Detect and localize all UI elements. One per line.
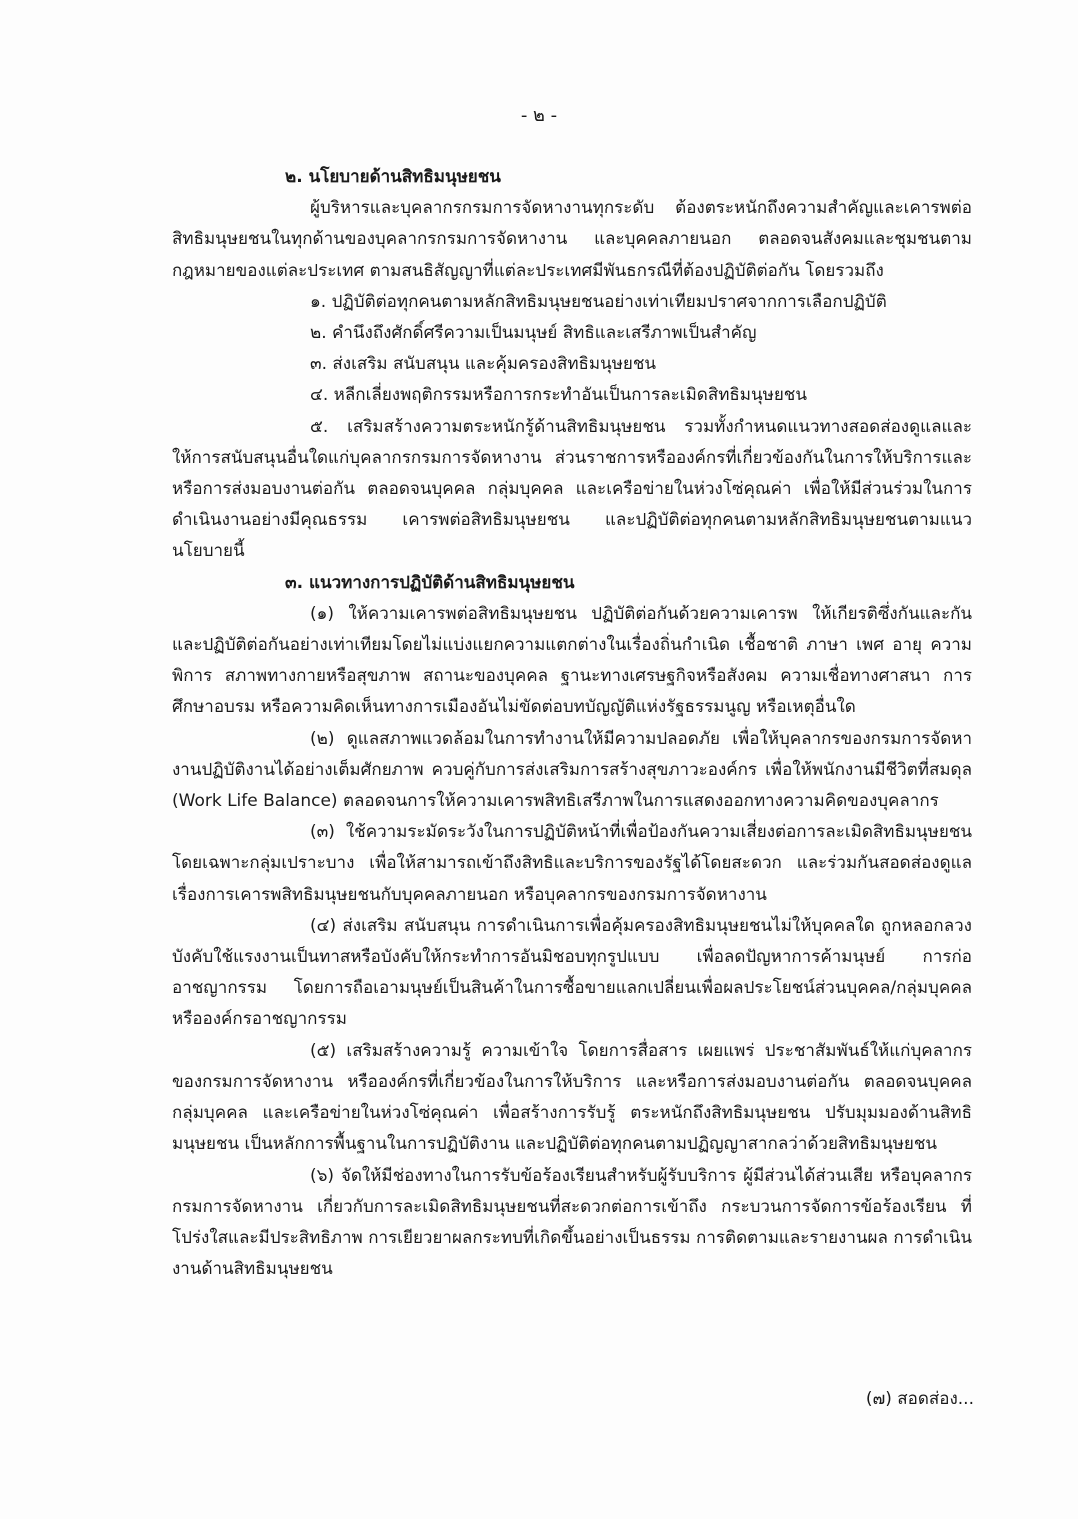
guideline-item: (๖) จัดให้มีช่องทางในการรับข้อร้องเรียนสำหรับผู้รับบริการ ผู้มีส่วนได้ส่วนเสีย หรือบุคลากร กรมการจัดหางาน เกี่ยวกับการละเมิดสิทธิมนุษยชนที่สะดวกต่อการเข้าถึง กระบวนการจัดการข้อร้องเรียน ที่โปร่งใสและมีประสิทธิภาพ การเยียวยาผลกระทบที่เกิดขึ้นอย่างเป็นธรรม การติดตามและรายงานผล การดำเนินงานด้านสิทธิมนุษยชน — [172, 1165, 972, 1280]
page-number: - ๒ - — [520, 105, 558, 126]
continued-marker: (๗) สอดส่อง... — [865, 1389, 974, 1409]
guideline-item: (๔) ส่งเสริม สนับสนุน การดำเนินการเพื่อคุ้มครองสิทธิมนุษยชนไม่ให้บุคคลใด ถูกหลอกลวง บังคับใช้แรงงานเป็นทาสหรือบังคับให้กระทำการอันมิชอบทุกรูปแบบ เพื่อลดปัญหาการค้ามนุษย์ การก่ออาชญากรรม โดยการถือเอามนุษย์เป็นสินค้าในการซื้อขายแลกเปลี่ยนเพื่อผลประโยชน์ส่วนบุคคล/กลุ่มบุคคล หรือองค์กรอาชญากรรม — [172, 915, 972, 1030]
section-2-intro: ผู้บริหารและบุคลากรกรมการจัดหางานทุกระดับ ต้องตระหนักถึงความสำคัญและเคารพต่อสิทธิมนุษยชนในทุกด้านของบุคลากรกรมการจัดหางาน และบุคคลภายนอก ตลอดจนสังคมและชุมชนตามกฎหมายของแต่ละประเทศ ตามสนธิสัญญาที่แต่ละประเทศมีพันธกรณีที่ต้องปฏิบัติต่อกัน โดยรวมถึง — [172, 198, 972, 281]
section-2-heading: ๒. นโยบายด้านสิทธิมนุษยชน — [285, 167, 501, 187]
guideline-item: (๕) เสริมสร้างความรู้ ความเข้าใจ โดยการสื่อสาร เผยแพร่ ประชาสัมพันธ์ให้แก่บุคลากร ของกรมการจัดหางาน หรือองค์กรที่เกี่ยวข้องในการให้บริการ และหรือการส่งมอบงานต่อกัน ตลอดจนบุคคล กลุ่มบุคคล และเครือข่ายในห่วงโซ่คุณค่า เพื่อสร้างการรับรู้ ตระหนักถึงสิทธิมนุษยชน ปรับมุมมองด้านสิทธิมนุษยชน เป็นหลักการพื้นฐานในการปฏิบัติงาน และปฏิบัติต่อทุกคนตามปฏิญญาสากลว่าด้วยสิทธิมนุษยชน — [172, 1040, 972, 1155]
guideline-item: (๑) ให้ความเคารพต่อสิทธิมนุษยชน ปฏิบัติต่อกันด้วยความเคารพ ให้เกียรติซึ่งกันและกันและปฏิบัติต่อกันอย่างเท่าเทียมโดยไม่แบ่งแยกความแตกต่างในเรื่องถิ่นกำเนิด เชื้อชาติ ภาษา เพศ อายุ ความพิการ สภาพทางกายหรือสุขภาพ สถานะของบุคคล ฐานะทางเศรษฐกิจหรือสังคม ความเชื่อทางศาสนา การศึกษาอบรม หรือความคิดเห็นทางการเมืองอันไม่ขัดต่อบทบัญญัติแห่งรัฐธรรมนูญ หรือเหตุอื่นใด — [172, 603, 972, 718]
guideline-item: (๓) ใช้ความระมัดระวังในการปฏิบัติหน้าที่เพื่อป้องกันความเสี่ยงต่อการละเมิดสิทธิมนุษยชน โดยเฉพาะกลุ่มเปราะบาง เพื่อให้สามารถเข้าถึงสิทธิและบริการของรัฐได้โดยสะดวก และร่วมกันสอดส่องดูแล เรื่องการเคารพสิทธิมนุษยชนกับบุคคลภายนอก หรือบุคลากรของกรมการจัดหางาน — [172, 822, 972, 905]
document-body — [172, 162, 972, 1285]
section-3-heading: ๓. แนวทางการปฏิบัติด้านสิทธิมนุษยชน — [285, 572, 575, 593]
policy-item: ๑. ปฏิบัติต่อทุกคนตามหลักสิทธิมนุษยชนอย่างเท่าเทียมปราศจากการเลือกปฏิบัติ — [310, 291, 887, 312]
guideline-item: (๒) ดูแลสภาพแวดล้อมในการทำงานให้มีความปลอดภัย เพื่อให้บุคลากรของกรมการจัดหางานปฏิบัติงานได้อย่างเต็มศักยภาพ ควบคู่กับการส่งเสริมการสร้างสุขภาวะองค์กร เพื่อให้พนักงานมีชีวิตที่สมดุล (Work Life Balance) ตลอดจนการให้ความเคารพสิทธิเสรีภาพในการแสดงออกทางความคิดของบุคลากร — [172, 728, 972, 812]
policy-item: ๓. ส่งเสริม สนับสนุน และคุ้มครองสิทธิมนุษยชน — [310, 354, 657, 375]
policy-item: ๕. เสริมสร้างความตระหนักรู้ด้านสิทธิมนุษยชน รวมทั้งกำหนดแนวทางสอดส่องดูแลและให้การสนับสนุนอื่นใดแก่บุคลากรกรมการจัดหางาน ส่วนราชการหรือองค์กรที่เกี่ยวข้องกันในการให้บริการและหรือการส่งมอบงานต่อกัน ตลอดจนบุคคล กลุ่มบุคคล และเครือข่ายในห่วงโซ่คุณค่า เพื่อให้มีส่วนร่วมในการดำเนินงานอย่างมีคุณธรรม เคารพต่อสิทธิมนุษยชน และปฏิบัติต่อทุกคนตามหลักสิทธิมนุษยชนตามแนวนโยบายนี้ — [172, 416, 972, 562]
policy-item: ๔. หลีกเลี่ยงพฤติกรรมหรือการกระทำอันเป็นการละเมิดสิทธิมนุษยชน — [310, 385, 807, 406]
policy-item: ๒. คำนึงถึงศักดิ์ศรีความเป็นมนุษย์ สิทธิและเสรีภาพเป็นสำคัญ — [310, 323, 757, 344]
